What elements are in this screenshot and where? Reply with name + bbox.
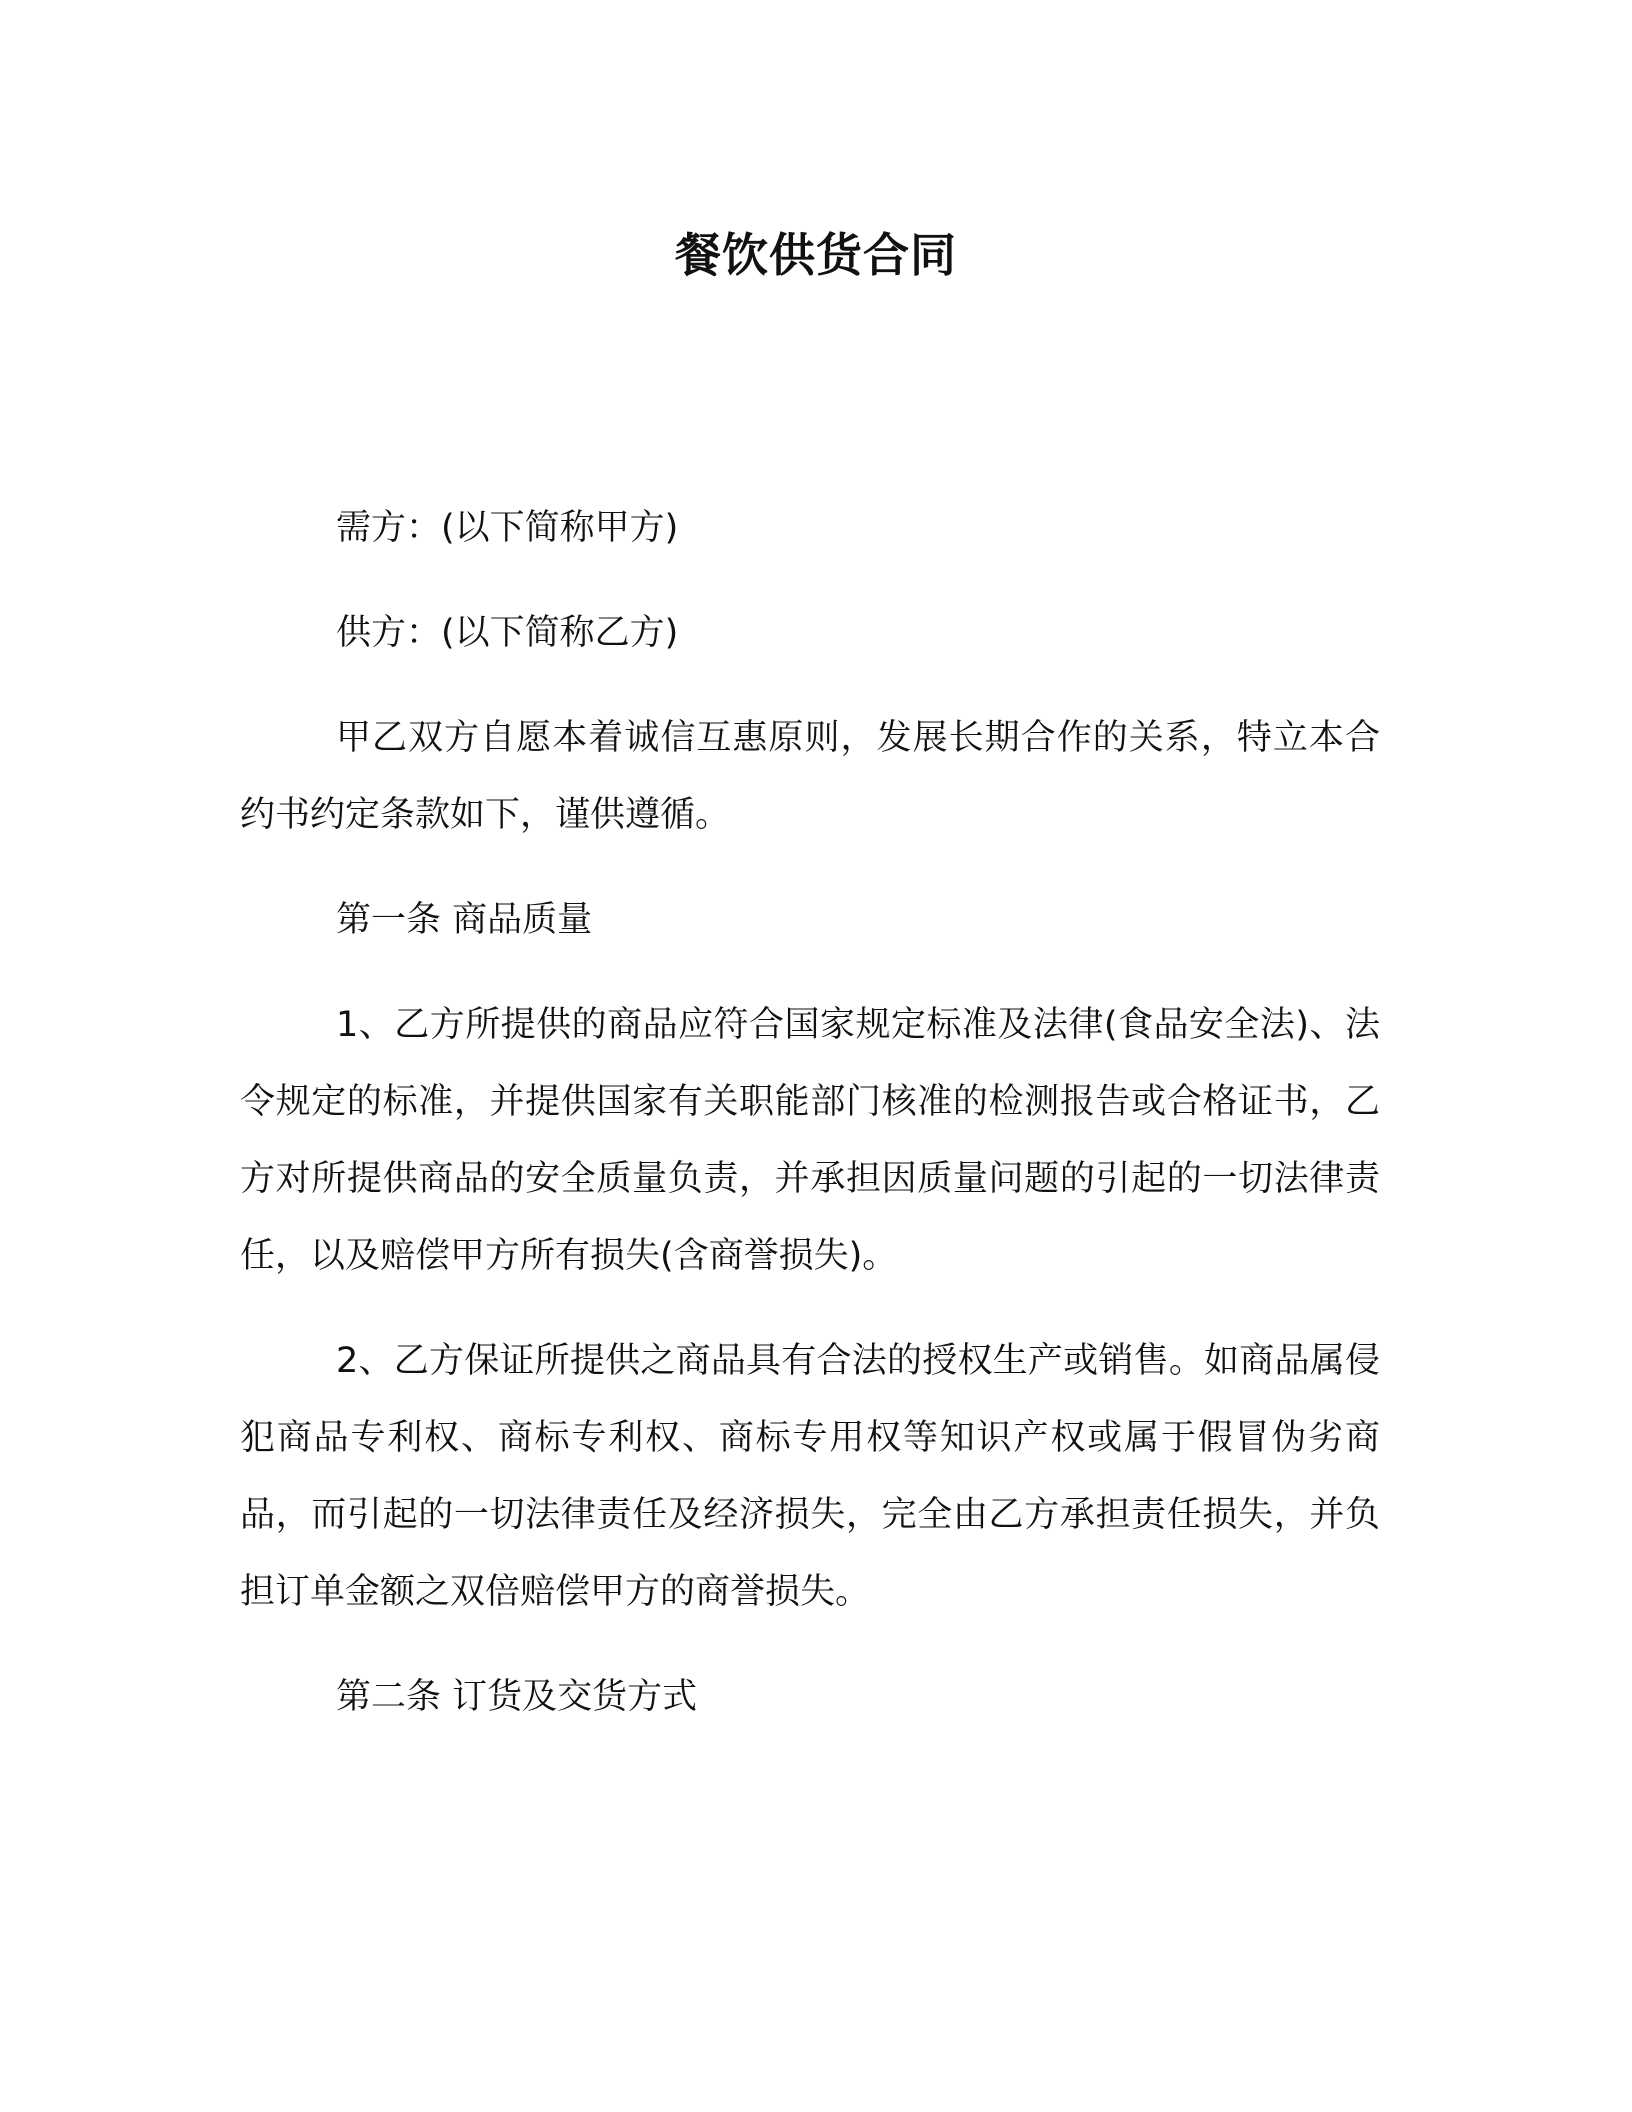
- article-1-clause-2: 2、乙方保证所提供之商品具有合法的授权生产或销售。如商品属侵犯商品专利权、商标专利权、商标专用权等知识产权或属于假冒伪劣商品，而引起的一切法律责任及经济损失，完全由乙方承担责任损失，并负担订单金额之双倍赔偿甲方的商誉损失。: [240, 1341, 1380, 1612]
- preamble-paragraph: 甲乙双方自愿本着诚信互惠原则，发展长期合作的关系，特立本合约书约定条款如下，谨供遵循。: [240, 718, 1380, 835]
- document-title: 餐饮供货合同: [675, 228, 957, 282]
- article-1-clause-1: 1、乙方所提供的商品应符合国家规定标准及法律(食品安全法)、法令规定的标准，并提供国家有关职能部门核准的检测报告或合格证书，乙方对所提供商品的安全质量负责，并承担因质量问题的引起的一切法律责任，以及赔偿甲方所有损失(含商誉损失)。: [240, 1005, 1380, 1276]
- article-1-heading: 第一条 商品质量: [336, 900, 593, 940]
- party-a-line: 需方：(以下简称甲方): [336, 508, 679, 548]
- article-2-heading: 第二条 订货及交货方式: [336, 1677, 698, 1717]
- party-b-line: 供方：(以下简称乙方): [336, 613, 679, 653]
- document-body: [240, 490, 1380, 1764]
